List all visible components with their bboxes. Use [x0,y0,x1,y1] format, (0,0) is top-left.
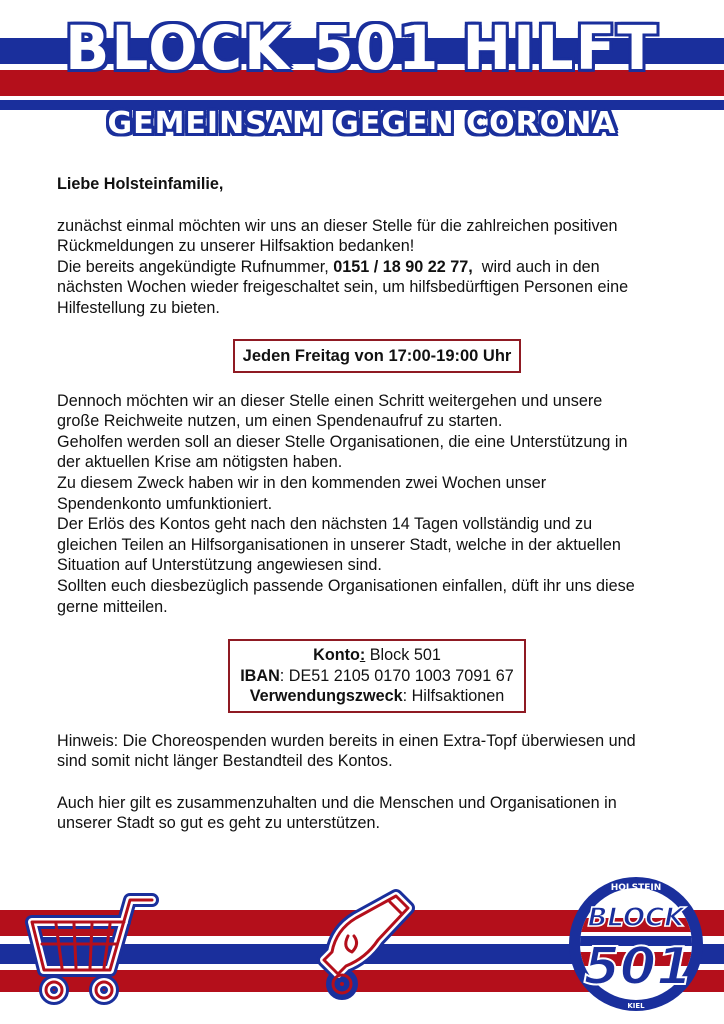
donation-line: gerne mitteilen. [57,597,168,616]
helping-hand-icon [296,878,426,1008]
purpose-label: Verwendungszweck [249,687,403,706]
phone-line-3: Hilfestellung zu bieten. [57,298,220,317]
logo-main-text: BLOCK [587,903,685,933]
donation-line: Sollten euch diesbezüglich passende Organisationen einfallen, düft ihr uns diese [57,576,635,595]
schedule-box-wrap [57,339,697,373]
spacer [57,772,697,793]
intro-paragraph [57,216,697,319]
closing-paragraph [57,793,697,834]
logo-top-text: HOLSTEIN [610,883,662,893]
iban-label: IBAN [240,666,280,685]
iban-value: : DE51 2105 0170 1003 7091 67 [279,666,514,685]
donation-line: der aktuellen Krise am nötigsten haben. [57,453,343,472]
note-paragraph [57,731,697,772]
letter-body [57,174,697,834]
donation-line: Dennoch möchten wir an dieser Stelle einen Schritt weitergehen und unsere [57,391,603,410]
closing-line: Auch hier gilt es zusammenzuhalten und die Menschen und Organisationen in [57,793,617,812]
account-iban-row [240,666,514,687]
logo-bottom-text: KIEL [627,1002,645,1010]
account-box-wrap [57,639,697,713]
account-purpose-row [240,686,514,707]
donation-line: große Reichweite nutzen, um einen Spendenaufruf zu starten. [57,412,503,431]
konto-value: Block 501 [365,646,441,665]
donation-line: Geholfen werden soll an dieser Stelle Organisationen, die eine Unterstützung in [57,432,628,451]
account-konto-row [240,645,514,666]
note-line: sind somit nicht länger Bestandteil des Kontos. [57,752,393,771]
shopping-cart-icon [12,878,162,1008]
donation-line: Situation auf Unterstützung angewiesen sind. [57,556,382,575]
phone-number: 0151 / 18 90 22 77, [333,257,473,276]
logo-number: 501 [583,937,693,997]
intro-line: zunächst einmal möchten wir uns an dieser Stelle für die zahlreichen positiven [57,216,618,235]
phone-line-2: nächsten Wochen wieder freigeschaltet sein, um hilfsbedürftigen Personen eine [57,278,629,297]
schedule-box: Jeden Freitag von 17:00-19:00 Uhr [233,339,522,373]
konto-colon: : [359,646,366,665]
konto-label: Konto [313,646,360,665]
note-line: Hinweis: Die Choreospenden wurden bereits in einen Extra-Topf überwiesen und [57,731,636,750]
phone-line [57,257,697,278]
intro-line: Rückmeldungen zu unserer Hilfsaktion bedanken! [57,237,415,256]
greeting: Liebe Holsteinfamilie, [57,175,224,193]
donation-line: Der Erlös des Kontos geht nach den nächsten 14 Tagen vollständig und zu [57,515,593,534]
donation-paragraph [57,391,697,618]
donation-line: Spendenkonto umfunktioniert. [57,494,273,513]
page-title: BLOCK 501 HILFT [65,12,659,84]
donation-line: gleichen Teilen an Hilfsorganisationen in unserer Stadt, welche in der aktuellen [57,535,621,554]
page-subtitle: GEMEINSAM GEGEN CORONA [107,106,617,141]
block-501-logo [566,874,706,1014]
account-box [228,639,526,713]
closing-line: unserer Stadt so gut es geht zu unterstützen. [57,814,381,833]
phone-prefix: Die bereits angekündigte Rufnummer, [57,257,334,276]
purpose-value: : Hilfsaktionen [402,687,505,706]
phone-suffix: wird auch in den [472,257,600,276]
donation-line: Zu diesem Zweck haben wir in den kommenden zwei Wochen unser [57,473,547,492]
